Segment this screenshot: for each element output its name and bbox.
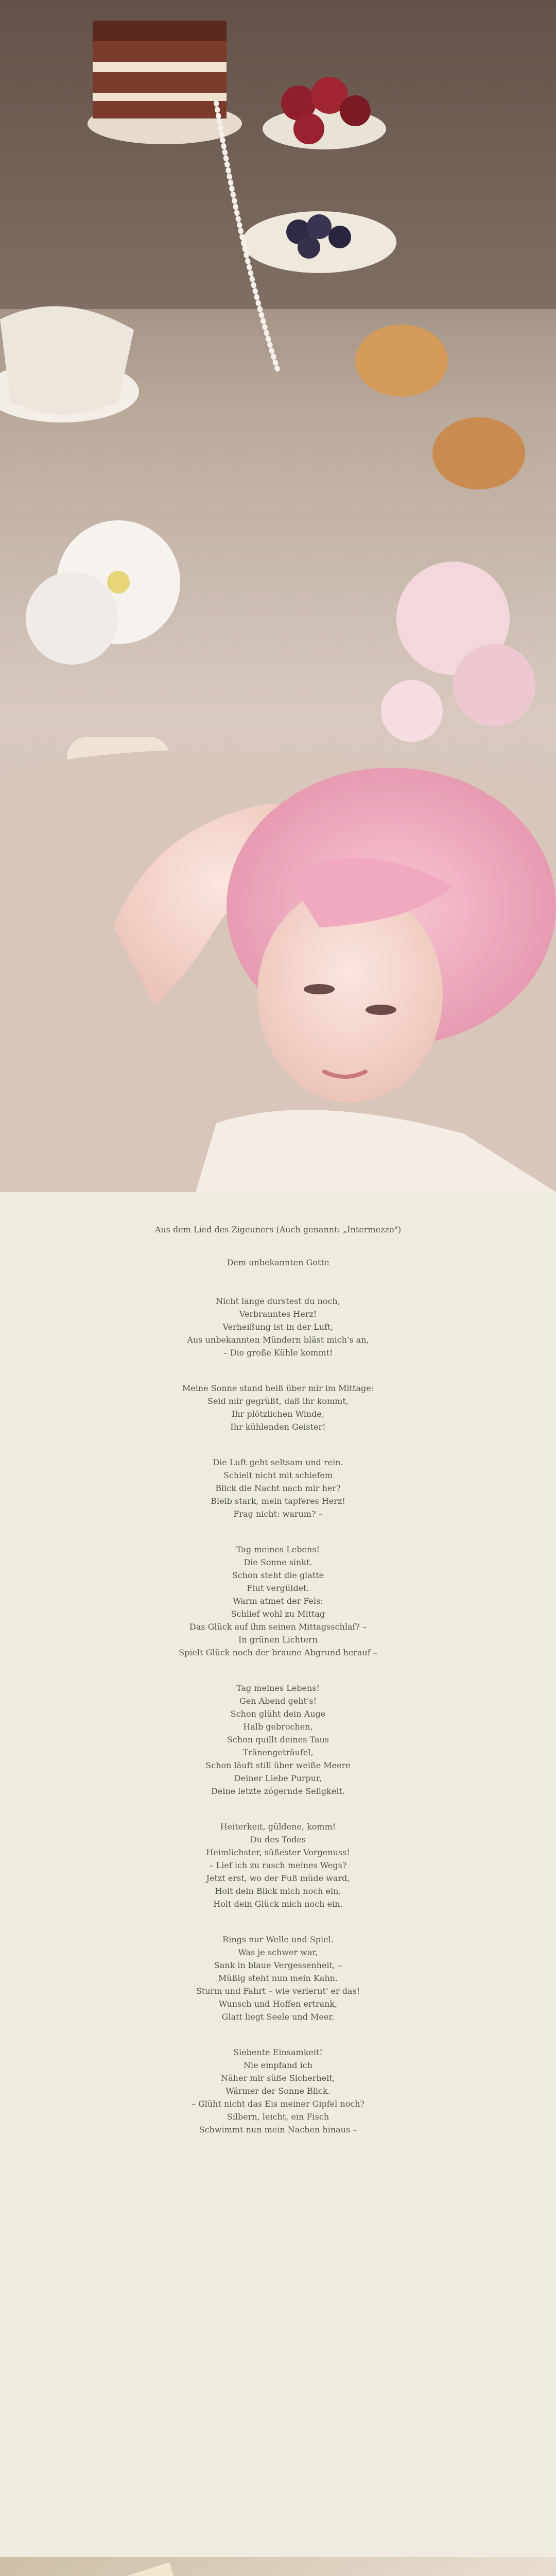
poem-line: Nicht lange durstest du noch, (216, 1296, 340, 1306)
poem-line: Die Sonne sinkt. (244, 1557, 312, 1567)
poem-line: Frag nicht: warum? – (233, 1509, 323, 1519)
poem-line: Wunsch und Hoffen ertrank, (218, 1999, 338, 2009)
poem-stanza (0, 1682, 556, 1798)
poem-line: Warm atmet der Fels: (233, 1596, 323, 1606)
poem-line: Deine letzte zögernde Seligkeit. (211, 1786, 345, 1796)
poem-line: In grünen Lichtern (238, 1635, 318, 1645)
poem-line: Müßig steht nun mein Kahn. (218, 1973, 338, 1983)
poem-line: Jetzt erst, wo der Fuß müde ward, (206, 1873, 350, 1883)
poem-line: Schielt nicht mit schiefem (223, 1470, 333, 1480)
poem-line: Tag meines Lebens! (236, 1683, 320, 1693)
poem-line: Sturm und Fahrt – wie verlernt' er das! (196, 1986, 360, 1996)
poem-line: Die Luft geht seltsam und rein. (213, 1458, 343, 1467)
photo-reading-scroll (0, 2557, 556, 2576)
poem-line: Flut vergüldet. (247, 1583, 309, 1593)
poem-line: Silbern, leicht, ein Fisch (227, 2112, 329, 2122)
poem-title: Aus dem Lied des Zigeuners (Auch genannt: „Intermezzo") (154, 1225, 402, 1234)
poem-line: Tag meines Lebens! (236, 1545, 320, 1554)
poem (0, 1224, 556, 2159)
poem-line: – Die große Kühle kommt! (223, 1348, 333, 1358)
poem-line: Sank in blaue Vergessenheit, – (214, 1960, 342, 1970)
poem-stanza (0, 1543, 556, 1659)
poem-line: Gen Abend geht's! (239, 1696, 317, 1706)
poem-line: Verheißung ist in der Luft, (222, 1322, 334, 1332)
poem-line: Deiner Liebe Purpur, (234, 1773, 322, 1783)
poem-line: Wärmer der Sonne Blick. (225, 2086, 331, 2096)
poem-line: Schon steht die glatte (232, 1570, 324, 1580)
photo-still-life-portrait (0, 0, 556, 1192)
poem-line: Du des Todes (250, 1835, 306, 1844)
poem-line: Ihr plötzlichen Winde, (232, 1409, 324, 1419)
poem-line: Ihr kühlenden Geister! (230, 1422, 326, 1432)
poem-line: Das Glück auf ihm seinen Mittagsschlaf? – (189, 1622, 367, 1632)
poem-line: Holt dein Glück mich noch ein. (213, 1899, 343, 1909)
poem-line: – Lief ich zu rasch meines Wegs? (209, 1860, 347, 1870)
poem-stanza (0, 1382, 556, 1433)
poem-line: – Glüht nicht das Eis meiner Gipfel noch? (191, 2099, 365, 2109)
poem-stanza (0, 2046, 556, 2136)
poem-line: Schlief wohl zu Mittag (231, 1609, 325, 1619)
poem-line: Schon quillt deines Taus (227, 1735, 329, 1744)
poem-line: Was je schwer war, (238, 1947, 318, 1957)
poem-stanza (0, 1933, 556, 2023)
poem-stanza (0, 1295, 556, 1359)
poem-line: Holt dein Blick mich noch ein, (215, 1886, 341, 1896)
poem-line: Verbranntes Herz! (239, 1309, 317, 1319)
poem-line: Heiterkeit, güldene, komm! (220, 1822, 336, 1832)
poem-line: Siebente Einsamkeit! (233, 2047, 323, 2057)
poem-stanzas (0, 1295, 556, 2136)
poem-line: Bleib stark, mein tapferes Herz! (211, 1496, 345, 1506)
poem-line: Schon läuft still über weiße Meere (205, 1760, 351, 1770)
poem-dedication: Dem unbekannten Gotte (227, 1258, 329, 1267)
poem-line: Spielt Glück noch der braune Abgrund herauf – (179, 1648, 377, 1657)
poem-line: Glatt liegt Seele und Meer. (221, 2012, 335, 2022)
poem-line: Näher mir süße Sicherheit, (221, 2073, 335, 2083)
poem-line: Nie empfand ich (243, 2060, 313, 2070)
poem-line: Meine Sonne stand heiß über mir im Mittage: (182, 1383, 374, 1393)
poem-stanza (0, 1820, 556, 1910)
poem-line: Schon glüht dein Auge (230, 1709, 326, 1719)
poem-line: Tränengeträufel, (242, 1748, 314, 1757)
poem-line: Aus unbekannten Mündern bläst mich's an, (187, 1335, 369, 1345)
poem-line: Heimlichster, süßester Vorgenuss! (206, 1848, 350, 1857)
poem-stanza (0, 1456, 556, 1520)
poem-line: Blick die Nacht nach mir her? (215, 1483, 341, 1493)
poem-line: Rings nur Welle und Spiel. (222, 1935, 334, 1944)
poem-line: Schwimmt nun mein Nachen hinaus – (199, 2125, 357, 2134)
poem-line: Seid mir gegrüßt, daß ihr kommt, (207, 1396, 349, 1406)
poem-line: Halb gebrochen, (243, 1722, 313, 1732)
